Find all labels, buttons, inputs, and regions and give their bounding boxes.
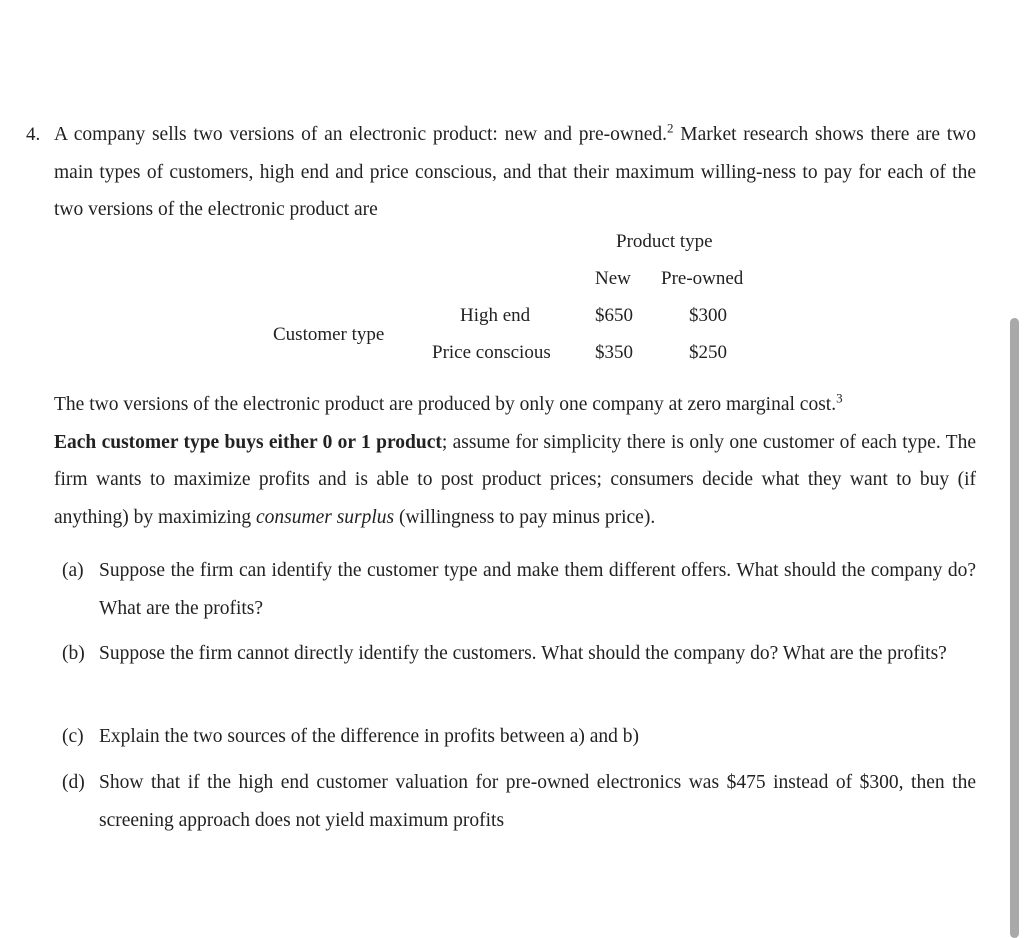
subquestion-text: Suppose the firm can identify the customer type and make them different offers. What should the company do? What are the profits? — [99, 560, 976, 619]
cell-price-conscious-new: $350 — [595, 342, 633, 363]
cell-high-end-new: $650 — [595, 305, 633, 326]
body-text-1: The two versions of the electronic product are produced by only one company at zero marginal cost. — [54, 394, 837, 415]
vertical-scrollbar[interactable] — [1006, 0, 1024, 917]
intro-text-1: A company sells two versions of an electronic product: new and pre-owned. — [54, 124, 667, 145]
subquestion-label: (d) — [62, 772, 85, 793]
problem-number: 4. — [26, 124, 41, 145]
problem-intro — [54, 116, 976, 229]
body-italic-text: consumer surplus — [256, 506, 395, 528]
problem-body — [54, 386, 976, 536]
subquestion-a — [62, 552, 976, 627]
cell-high-end-pre-owned: $300 — [689, 305, 727, 326]
intro-text-2: Market research shows there are two main types of customers, high end and price conscious, and that their maximum willing-ness to pay for each of the two versions of the electronic product are — [54, 124, 976, 220]
scrollbar-thumb[interactable] — [1010, 318, 1019, 938]
row-label-price-conscious: Price conscious — [432, 342, 551, 363]
subquestion-b — [62, 635, 976, 673]
subquestion-label: (b) — [62, 643, 85, 664]
row-label-high-end: High end — [460, 305, 531, 326]
footnote-marker-2[interactable]: 2 — [666, 120, 674, 136]
subquestion-text: Suppose the firm cannot directly identify the customers. What should the company do? What are the profits? — [99, 643, 947, 664]
subquestion-c — [62, 718, 976, 756]
body-bold-text: Each customer type buys either 0 or 1 product — [54, 431, 442, 453]
subquestion-d — [62, 764, 976, 839]
body-text-2: ; assume for simplicity there is only one customer of each type. The firm wants to maximize profits and is able to post product prices; consumers decide what they want to buy (if anything) by maximizing — [54, 431, 976, 528]
customer-type-header: Customer type — [273, 324, 385, 345]
product-type-header: Product type — [616, 231, 713, 252]
subquestion-text: Show that if the high end customer valuation for pre-owned electronics was $475 instead of $300, then the screening approach does not yield maximum profits — [99, 772, 976, 831]
subquestion-label: (a) — [62, 560, 84, 581]
subquestion-label: (c) — [62, 726, 84, 747]
column-header-pre-owned: Pre-owned — [661, 268, 744, 289]
footnote-marker-3[interactable]: 3 — [836, 390, 843, 406]
cell-price-conscious-pre-owned: $250 — [689, 342, 727, 363]
column-header-new: New — [595, 268, 631, 289]
body-text-3: (willingness to pay minus price). — [394, 506, 656, 528]
subquestion-text: Explain the two sources of the difference in profits between a) and b) — [99, 726, 640, 747]
